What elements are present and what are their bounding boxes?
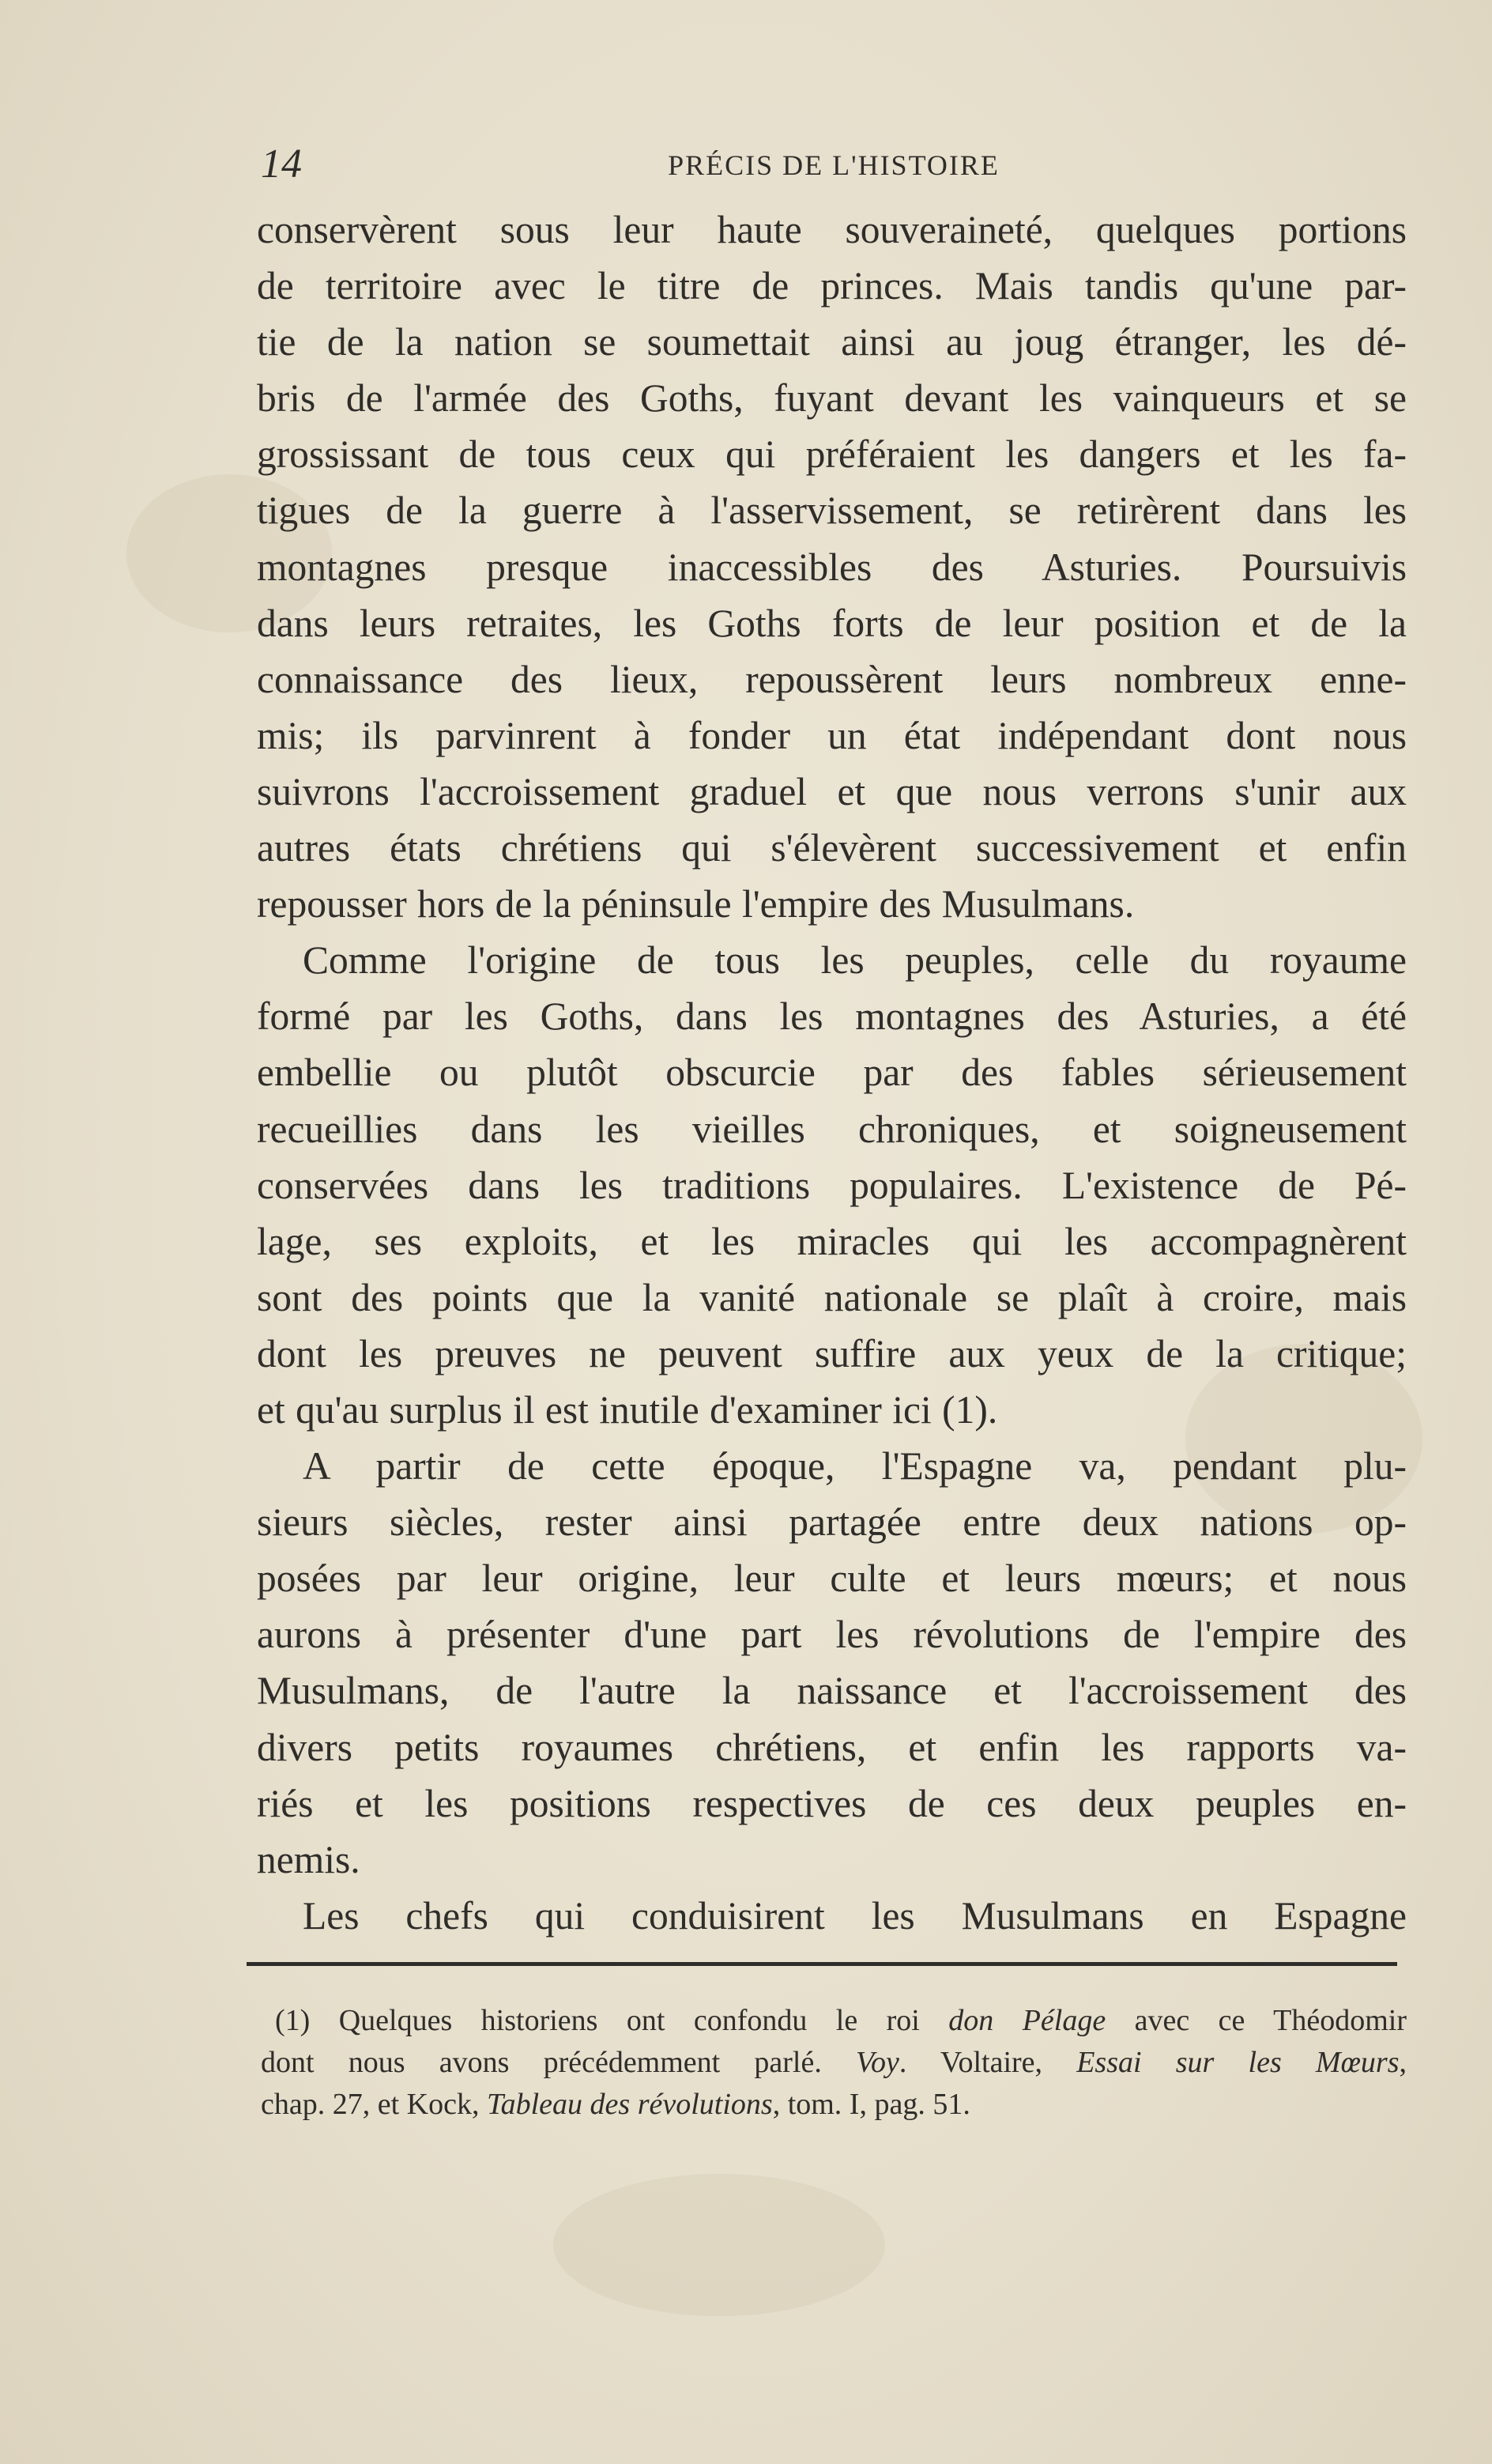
text-line: bris de l'armée des Goths, fuyant devant les vainqueurs et se (257, 376, 1407, 421)
text-line: nemis. (257, 1837, 360, 1881)
text-line: repousser hors de la péninsule l'empire des Musulmans. (257, 882, 1135, 926)
footnote-italic-text: Voy (856, 2046, 899, 2079)
text-line: embellie ou plutôt obscurcie par des fables sérieusement (257, 1051, 1407, 1095)
footnote-text: dont nous avons précédemment parlé. (261, 2046, 857, 2079)
paper-stain (553, 2174, 885, 2316)
footnote-text: . Voltaire, (899, 2046, 1077, 2079)
footnote-italic-text: Essai sur les Mœurs (1076, 2046, 1400, 2079)
footnote-text: avec ce Théodomir (1106, 2004, 1407, 2037)
footnote-text: chap. 27, et Kock, (261, 2088, 487, 2121)
footnote-italic-text: don Pélage (948, 2004, 1106, 2037)
text-line: A partir de cette époque, l'Espagne va, pendant plu- (303, 1444, 1407, 1489)
text-line: Musulmans, de l'autre la naissance et l'accroissement des (257, 1669, 1407, 1713)
text-line: Les chefs qui conduisirent les Musulmans en Espagne (303, 1893, 1407, 1938)
footnote-line (261, 2042, 1407, 2084)
text-line: mis; ils parvinrent à fonder un état indépendant dont nous (257, 713, 1407, 757)
footnote-line (261, 2000, 1407, 2042)
footnote-text: (1) Quelques historiens ont confondu le roi (275, 2004, 949, 2037)
text-line: et qu'au surplus il est inutile d'examiner ici (1). (257, 1387, 998, 1432)
text-line: tie de la nation se soumettait ainsi au joug étranger, les dé- (257, 320, 1407, 364)
text-line: sont des points que la vanité nationale se plaît à croire, mais (257, 1275, 1407, 1319)
text-line: posées par leur origine, leur culte et leurs mœurs; et nous (257, 1557, 1407, 1601)
text-line: Comme l'origine de tous les peuples, celle du royaume (303, 938, 1407, 983)
text-line: montagnes presque inaccessibles des Asturies. Poursuivis (257, 545, 1407, 589)
running-head: PRÉCIS DE L'HISTOIRE (668, 149, 1000, 181)
text-line: recueillies dans les vieilles chroniques, et soigneusement (257, 1107, 1407, 1151)
footnote-italic-text: Tableau des révolutions (486, 2088, 773, 2121)
footnote-text: , tom. I, pag. 51. (772, 2088, 970, 2121)
text-line: de territoire avec le titre de princes. Mais tandis qu'une par- (257, 264, 1407, 308)
footnote-rule (247, 1962, 1397, 1966)
text-line: lage, ses exploits, et les miracles qui les accompagnèrent (257, 1219, 1407, 1263)
text-line: grossissant de tous ceux qui préféraient les dangers et les fa- (257, 432, 1407, 477)
page-number: 14 (261, 142, 302, 187)
footnote (261, 2000, 1407, 2126)
body-text (257, 202, 1407, 1944)
text-line: aurons à présenter d'une part les révolutions de l'empire des (257, 1613, 1407, 1657)
text-line: autres états chrétiens qui s'élevèrent successivement et enfin (257, 826, 1407, 870)
text-line: divers petits royaumes chrétiens, et enfin les rapports va- (257, 1725, 1407, 1769)
text-line: formé par les Goths, dans les montagnes des Asturies, a été (257, 994, 1407, 1039)
text-line: riés et les positions respectives de ces deux peuples en- (257, 1781, 1407, 1825)
text-line: dans leurs retraites, les Goths forts de leur position et de la (257, 601, 1407, 645)
text-line: conservèrent sous leur haute souveraineté, quelques portions (257, 208, 1407, 251)
footnote-line (261, 2084, 1407, 2126)
text-line: conservées dans les traditions populaires. L'existence de Pé- (257, 1163, 1407, 1207)
text-line: tigues de la guerre à l'asservissement, se retirèrent dans les (257, 489, 1407, 533)
text-line: dont les preuves ne peuvent suffire aux yeux de la critique; (257, 1331, 1407, 1375)
text-line: sieurs siècles, rester ainsi partagée entre deux nations op- (257, 1500, 1407, 1545)
text-line: connaissance des lieux, repoussèrent leurs nombreux enne- (257, 657, 1407, 701)
page-header (261, 141, 1407, 188)
text-line: suivrons l'accroissement graduel et que nous verrons s'unir aux (257, 769, 1407, 813)
footnote-text: , (1399, 2046, 1407, 2079)
